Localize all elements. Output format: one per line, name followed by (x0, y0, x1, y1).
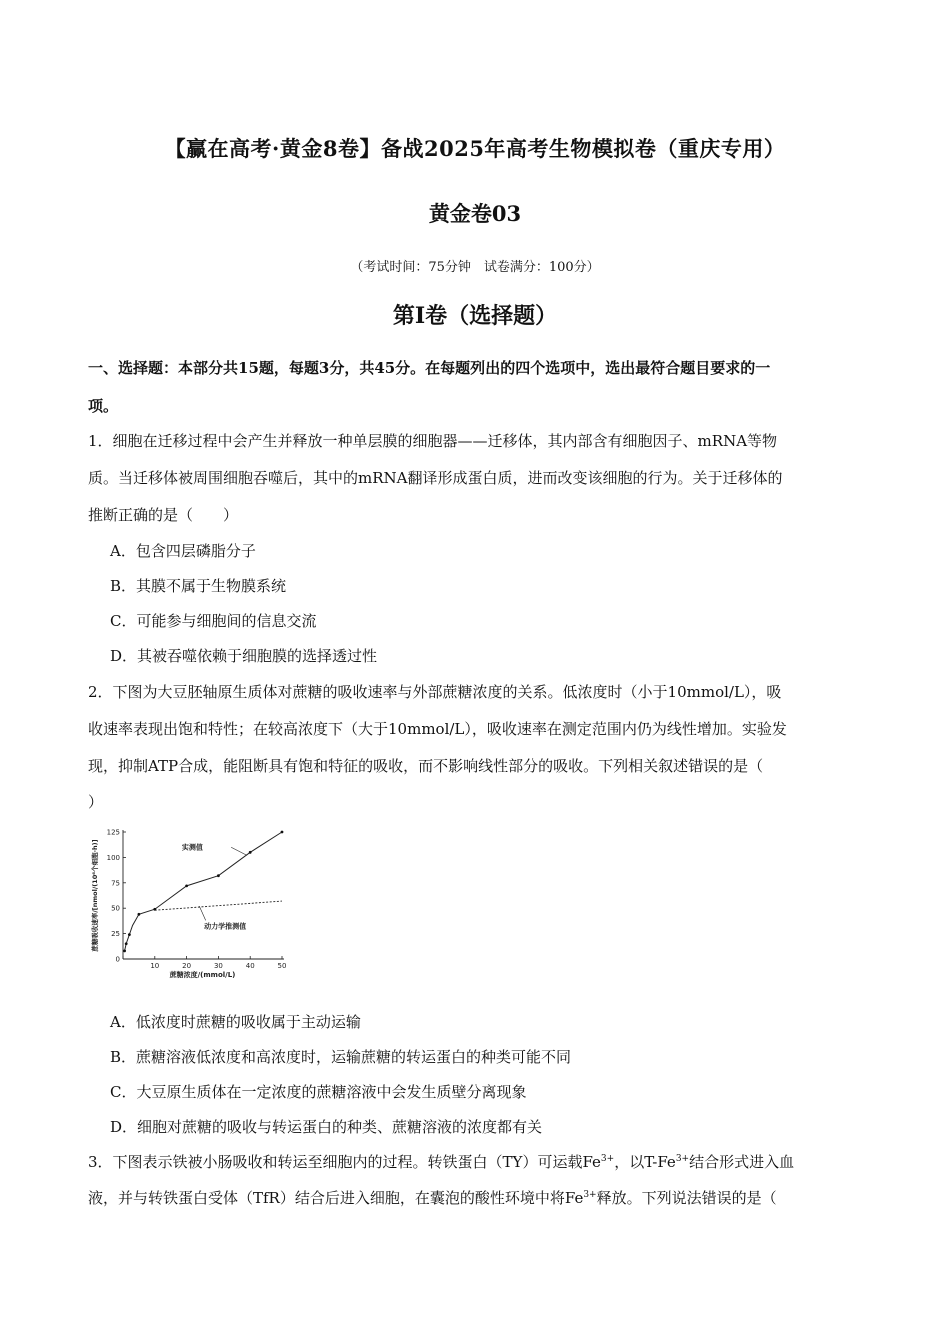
x-tick-label-30: 30 (213, 962, 223, 970)
sucrose-uptake-chart (86, 822, 296, 980)
q2-line-2: 收速率表现出饱和特性；在较高浓度下（大于10mmol/L），吸收速率在测定范围内仍为线性增加。实验发 (88, 720, 787, 738)
q2-line-1: 2．下图为大豆胚轴原生质体对蔗糖的吸收速率与外部蔗糖浓度的关系。低浓度时（小于10mmol/L），吸 (88, 683, 782, 701)
predicted-label-leader (199, 906, 205, 920)
data-point-5 (185, 884, 188, 887)
q2-line-4: ） (88, 793, 104, 811)
q3-sup-1: 3+ (600, 1154, 615, 1164)
q2-option-d: D．细胞对蔗糖的吸收与转运蛋白的种类、蔗糖溶液的浓度都有关 (110, 1118, 543, 1136)
q1-line-3: 推断正确的是（ ） (88, 506, 239, 524)
q3-sup-2: 3+ (675, 1154, 690, 1164)
data-point-0 (123, 949, 126, 952)
q2-option-b: B．蔗糖溶液低浓度和高浓度时，运输蔗糖的转运蛋白的种类可能不同 (110, 1048, 572, 1066)
q3-line-1 (88, 1151, 794, 1172)
data-point-2 (128, 933, 131, 936)
series-label-predicted: 动力学推测值 (204, 922, 247, 931)
series-label-measured: 实测值 (181, 843, 203, 852)
series-predicted-line (155, 901, 282, 910)
exam-title: 【赢在高考·黄金8卷】备战2025年高考生物模拟卷（重庆专用） (164, 136, 786, 161)
q3-line-2-part-a: 液，并与转铁蛋白受体（TfR）结合后进入细胞，在囊泡的酸性环境中将Fe (88, 1189, 584, 1207)
q3-line-1-part-c: 结合形式进入血 (689, 1153, 795, 1171)
x-tick-label-50: 50 (277, 962, 287, 970)
data-point-4 (153, 908, 156, 911)
data-point-7 (249, 851, 252, 854)
q2-line-3: 现，抑制ATP合成，能阻断具有饱和特征的吸收，而不影响线性部分的吸收。下列相关叙述错误的是（ (88, 757, 764, 775)
q1-line-1: 1．细胞在迁移过程中会产生并释放一种单层膜的细胞器——迁移体，其内部含有细胞因子、mRNA等物 (88, 432, 778, 450)
instructions-line-2: 项。 (88, 397, 119, 415)
q3-line-2 (88, 1187, 777, 1208)
q1-option-b: B．其膜不属于生物膜系统 (110, 577, 287, 595)
data-point-6 (217, 874, 220, 877)
y-tick-label-50: 50 (111, 904, 120, 913)
q2-option-a: A．低浓度时蔗糖的吸收属于主动运输 (110, 1013, 361, 1031)
q3-line-1-part-a: 3．下图表示铁被小肠吸收和转运至细胞内的过程。转铁蛋白（TY）可运载Fe (88, 1153, 601, 1171)
y-axis-label: 蔗糖吸收速率/[nmol/(10⁶个细胞·h)] (91, 839, 99, 952)
q3-sup-3: 3+ (583, 1190, 597, 1200)
q3-line-2-part-b: 释放。下列说法错误的是（ (596, 1189, 777, 1207)
y-tick-label-25: 25 (111, 930, 120, 939)
q1-option-d: D．其被吞噬依赖于细胞膜的选择透过性 (110, 647, 378, 665)
data-point-8 (281, 831, 284, 834)
data-point-1 (125, 942, 128, 945)
data-point-3 (138, 913, 141, 916)
measured-label-leader (231, 847, 247, 855)
instructions-line-1: 一、选择题：本部分共15题，每题3分，共45分。在每题列出的四个选项中，选出最符合题目要求的一 (88, 359, 771, 377)
q1-line-2: 质。当迁移体被周围细胞吞噬后，其中的mRNA翻译形成蛋白质，进而改变该细胞的行为。关于迁移体的 (88, 469, 783, 487)
x-tick-label-20: 20 (182, 962, 192, 970)
x-axis-label: 蔗糖浓度/(mmol/L) (169, 971, 236, 979)
exam-subtitle: 黄金卷03 (428, 201, 522, 226)
y-tick-label-0: 0 (115, 955, 120, 964)
x-tick-label-10: 10 (150, 962, 160, 970)
y-tick-label-125: 125 (106, 828, 120, 837)
q2-option-c: C．大豆原生质体在一定浓度的蔗糖溶液中会发生质壁分离现象 (110, 1083, 527, 1101)
y-tick-label-75: 75 (111, 879, 120, 888)
x-tick-label-40: 40 (245, 962, 255, 970)
section-title: 第I卷（选择题） (392, 303, 558, 329)
y-tick-label-100: 100 (106, 853, 120, 862)
q1-option-c: C．可能参与细胞间的信息交流 (110, 612, 317, 630)
exam-info: （考试时间：75分钟 试卷满分：100分） (350, 260, 600, 275)
q3-line-1-part-b: ，以T-Fe (614, 1153, 676, 1171)
series-measured-line (125, 832, 282, 951)
q1-option-a: A．包含四层磷脂分子 (110, 542, 256, 560)
